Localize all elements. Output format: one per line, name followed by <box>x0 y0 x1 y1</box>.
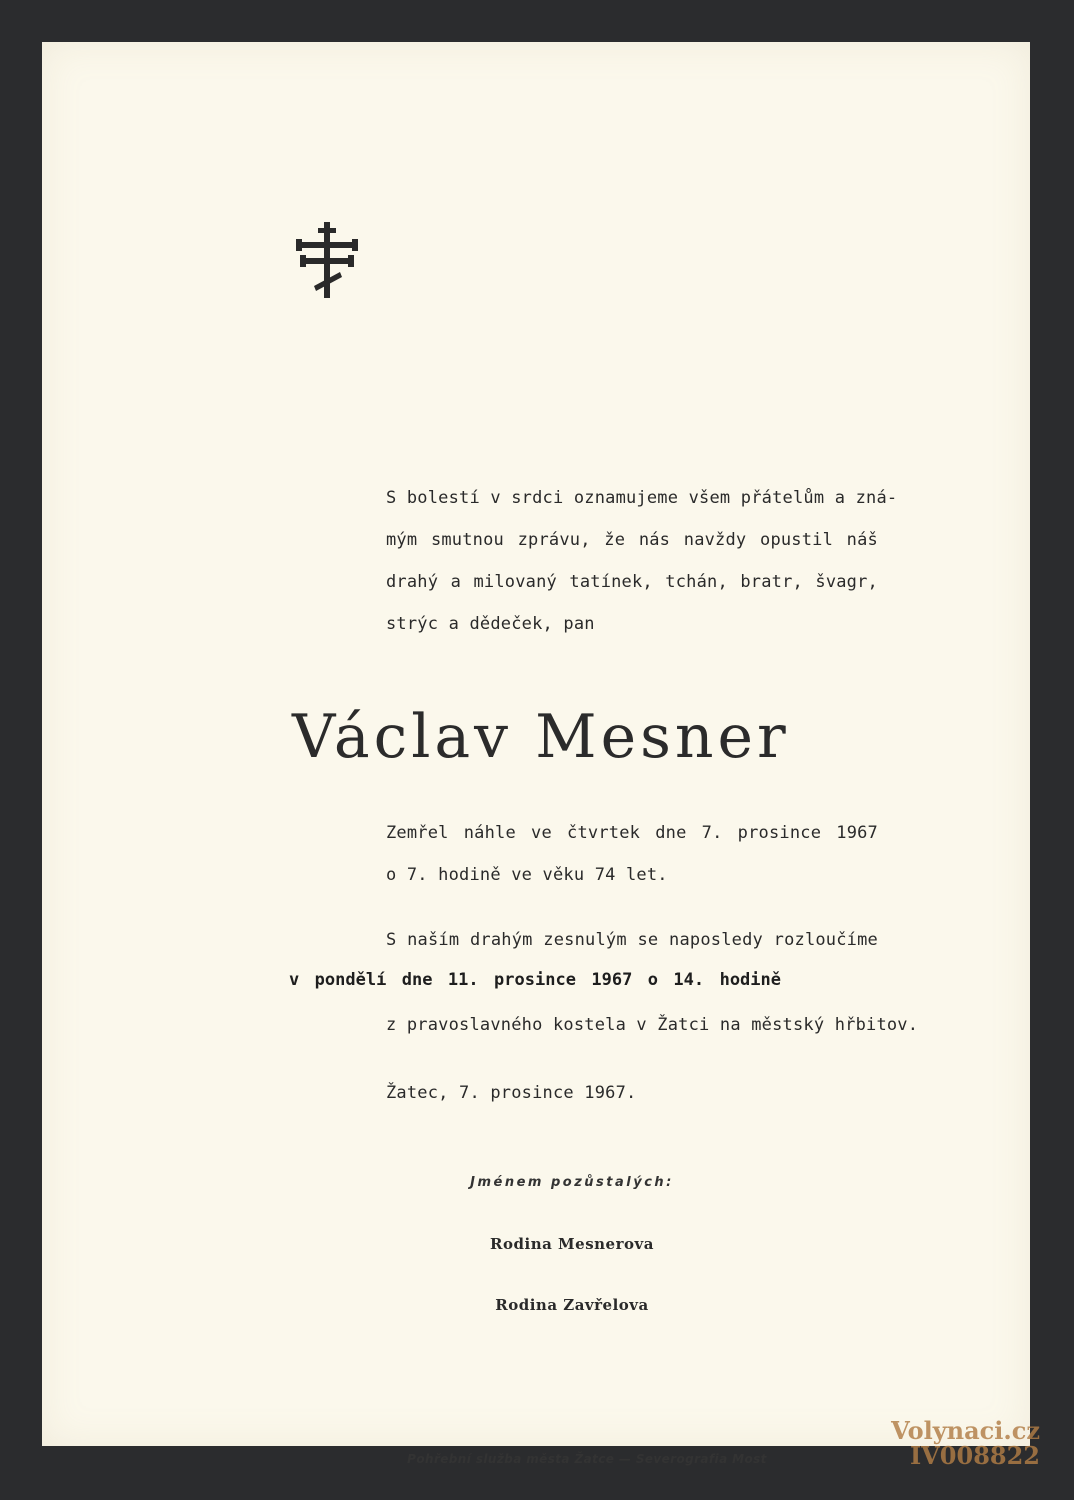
family-name: Rodina Zavřelova <box>495 1296 649 1314</box>
on-behalf-heading: Jménem pozůstalých: <box>470 1175 674 1190</box>
place-date: Žatec, 7. prosince 1967. <box>386 1083 637 1103</box>
watermark-id: IV008822 <box>909 1441 1040 1470</box>
orthodox-cross-icon <box>294 220 360 300</box>
intro-line: drahý a milovaný tatínek, tchán, bratr, švagr, <box>386 572 878 592</box>
farewell-paragraph <box>386 919 878 961</box>
intro-line: mým smutnou zprávu, že nás navždy opustil náš <box>386 530 878 550</box>
intro-line: strýc a dědeček, pan <box>386 614 595 634</box>
farewell-line: S naším drahým zesnulým se naposledy rozloučíme <box>386 930 878 950</box>
farewell-place-paragraph <box>386 1004 919 1046</box>
place-date-paragraph <box>386 1072 886 1114</box>
death-paragraph <box>386 812 878 896</box>
family-name: Rodina Mesnerova <box>490 1235 654 1253</box>
intro-line: S bolestí v srdci oznamujeme všem přátelům a zná- <box>386 488 898 508</box>
farewell-place: z pravoslavného kostela v Žatci na městský hřbitov. <box>386 1015 919 1035</box>
deceased-name: Václav Mesner <box>292 702 790 772</box>
watermark-site: Volynaci.cz <box>891 1416 1040 1445</box>
death-line: Zemřel náhle ve čtvrtek dne 7. prosince 1967 <box>386 823 878 843</box>
death-line: o 7. hodině ve věku 74 let. <box>386 865 668 885</box>
printer-credit: Pohřební služba města Žatce — Severografia Most <box>407 1452 767 1466</box>
intro-paragraph <box>386 477 898 645</box>
farewell-time: v pondělí dne 11. prosince 1967 o 14. hodině <box>289 970 781 990</box>
watermark <box>891 1418 1040 1468</box>
